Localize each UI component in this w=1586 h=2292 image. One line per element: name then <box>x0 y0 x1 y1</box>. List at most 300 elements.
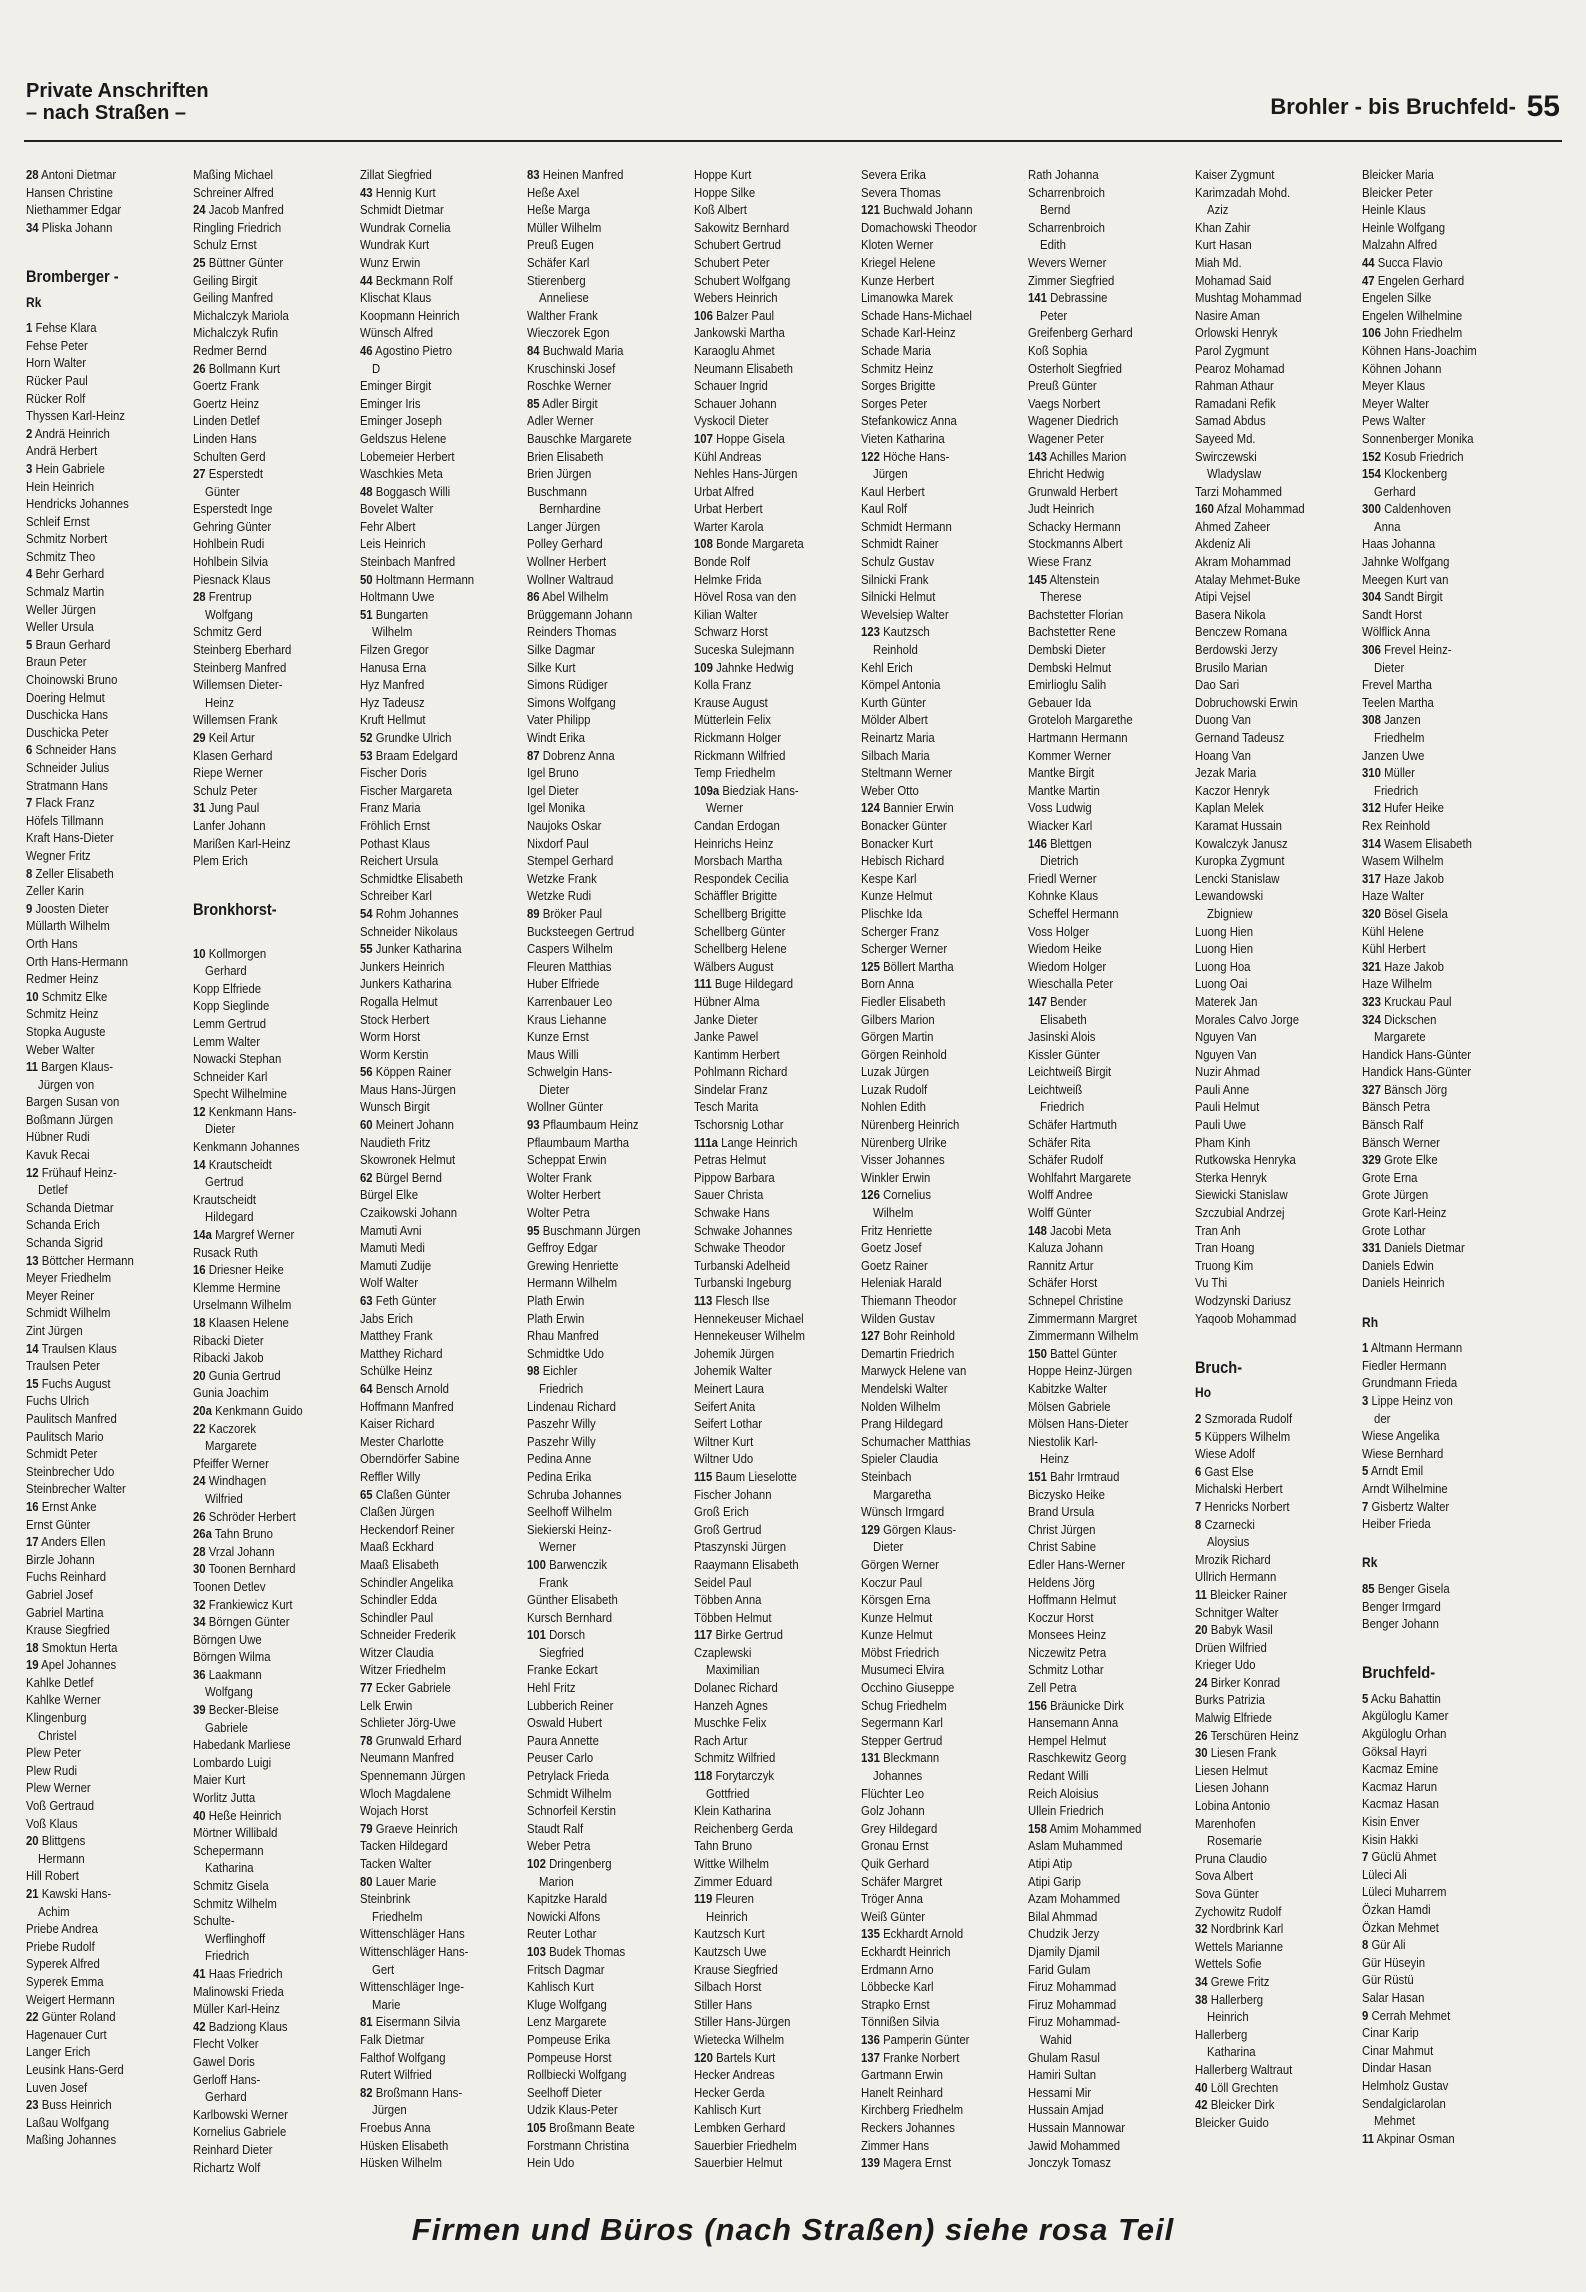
house-number: 83 <box>527 167 540 182</box>
resident-entry: Falthof Wolfgang <box>360 2049 446 2065</box>
resident-entry: Winkler Erwin <box>861 1169 931 1185</box>
resident-entry: Sendalgiclarolan <box>1362 2095 1446 2111</box>
house-number: 5 <box>1362 1690 1369 1706</box>
resident-entry: Groß Erich <box>694 1504 749 1520</box>
resident-entry: Grote Lothar <box>1362 1222 1426 1238</box>
resident-entry: 18 Klaasen Helene <box>193 1315 289 1330</box>
resident-entry: Engelen Wilhelmine <box>1362 307 1463 323</box>
resident-entry: Redmer Bernd <box>193 342 267 358</box>
entry-continuation: Jürgen <box>372 2102 407 2118</box>
resident-entry: 86 Abel Wilhelm <box>527 589 609 605</box>
entry-continuation: Friedrich <box>205 1948 250 1964</box>
resident-entry: Luong Hien <box>1195 923 1254 939</box>
house-number: 147 <box>1028 993 1047 1009</box>
resident-entry: Schulz Ernst <box>193 237 257 253</box>
resident-entry: Reich Aloisius <box>1028 1785 1099 1801</box>
resident-entry: Wünsch Alfred <box>360 325 434 341</box>
resident-entry: 12 Frühauf Heinz- <box>26 1164 117 1180</box>
resident-entry: Rogalla Helmut <box>360 993 438 1009</box>
directory-column <box>1362 166 1500 2206</box>
resident-entry: Rhau Manfred <box>527 1328 599 1344</box>
resident-entry: Köhnen Johann <box>1362 360 1442 376</box>
resident-entry: Flecht Volker <box>193 2036 259 2052</box>
house-number: 12 <box>193 1103 206 1119</box>
resident-entry: Sauerbier Friedhelm <box>694 2137 797 2153</box>
house-number: 28 <box>26 167 39 182</box>
resident-entry: Klasen Gerhard <box>193 747 273 763</box>
resident-entry: 26 Schröder Herbert <box>193 1508 296 1524</box>
resident-entry: Wettels Sofie <box>1195 1956 1262 1972</box>
house-number: 82 <box>360 2084 373 2100</box>
resident-entry: 14 Krautscheidt <box>193 1156 272 1172</box>
resident-entry: Silbach Maria <box>861 747 930 763</box>
resident-entry: Oberndörfer Sabine <box>360 1451 460 1467</box>
resident-entry: Schäfer Hartmuth <box>1028 1117 1117 1133</box>
resident-entry: Kaul Herbert <box>861 483 925 499</box>
resident-entry: Worm Horst <box>360 1029 421 1045</box>
entry-continuation: Christel <box>38 1727 77 1743</box>
resident-entry: Wevers Werner <box>1028 254 1107 270</box>
resident-entry: Chudzik Jerzy <box>1028 1926 1100 1942</box>
resident-entry: Görgen Reinhold <box>861 1046 947 1062</box>
resident-entry: Bachstetter Florian <box>1028 606 1124 622</box>
street-heading: Bromberger - <box>26 266 119 286</box>
resident-entry: Luzak Rudolf <box>861 1081 928 1097</box>
resident-entry: 106 John Friedhelm <box>1362 325 1463 341</box>
resident-entry: Tacken Walter <box>360 1856 432 1871</box>
resident-entry: 18 Smoktun Herta <box>26 1639 118 1655</box>
resident-entry: Temp Friedhelm <box>694 765 776 781</box>
resident-entry: Hein Udo <box>527 2155 575 2171</box>
resident-entry: Leichtweiß Birgit <box>1028 1064 1112 1080</box>
resident-entry: Malinowski Frieda <box>193 1983 284 1999</box>
resident-entry: Lemm Walter <box>193 1033 261 1049</box>
entry-continuation: Werner <box>539 1539 577 1555</box>
resident-entry: Wunz Erwin <box>360 254 421 270</box>
entry-continuation: Mehmet <box>1374 2113 1416 2129</box>
resident-entry: 43 Hennig Kurt <box>360 184 436 200</box>
resident-entry: Eminger Birgit <box>360 378 432 394</box>
house-number: 26 <box>193 360 206 376</box>
resident-entry: Hussain Amjad <box>1028 2102 1104 2118</box>
resident-entry: Wiacker Karl <box>1028 817 1093 833</box>
resident-entry: Fehr Albert <box>360 518 416 534</box>
resident-entry: Hendricks Johannes <box>26 496 129 512</box>
resident-entry: Linden Hans <box>193 430 257 446</box>
resident-entry: Mamuti Medi <box>360 1240 425 1256</box>
entry-continuation: Reinhold <box>873 642 918 658</box>
resident-entry: 7 Flack Franz <box>26 795 95 811</box>
resident-entry: 93 Pflaumbaum Heinz <box>527 1117 639 1133</box>
resident-entry: Schmidtke Udo <box>527 1345 604 1361</box>
house-number: 28 <box>193 589 206 605</box>
resident-entry: Eckhardt Heinrich <box>861 1943 951 1959</box>
resident-entry: Claßen Jürgen <box>360 1504 435 1520</box>
resident-entry: Aslam Muhammed <box>1028 1838 1123 1854</box>
resident-entry: 30 Liesen Frank <box>1195 1745 1277 1761</box>
resident-entry: Orth Hans <box>26 935 78 951</box>
entry-continuation: Aziz <box>1207 202 1229 218</box>
resident-entry: 151 Bahr Irmtraud <box>1028 1468 1120 1484</box>
resident-entry: 23 Buss Heinrich <box>26 2097 112 2113</box>
resident-entry: Schmitz Wilhelm <box>193 1895 277 1911</box>
resident-entry: Meyer Walter <box>1362 395 1430 411</box>
resident-entry: Scheppat Erwin <box>527 1152 607 1168</box>
resident-entry: Neumann Manfred <box>360 1750 454 1766</box>
resident-entry: Wittke Wilhelm <box>694 1856 769 1871</box>
resident-entry: Wälbers August <box>694 958 774 974</box>
resident-entry: Maier Kurt <box>193 1772 246 1788</box>
resident-entry: Kruschinski Josef <box>527 360 616 376</box>
resident-entry: Schmitz Norbert <box>26 531 108 547</box>
resident-entry: Löbbecke Karl <box>861 1979 934 1995</box>
resident-entry: Duschicka Hans <box>26 707 108 723</box>
resident-entry: Wünsch Irmgard <box>861 1504 945 1520</box>
resident-entry: Teelen Martha <box>1362 694 1434 710</box>
resident-entry: Nohlen Edith <box>861 1099 926 1115</box>
resident-entry: Wittenschläger Hans <box>360 1926 465 1942</box>
resident-entry: Engelen Silke <box>1362 290 1432 306</box>
resident-entry: Müller Wilhelm <box>527 219 602 235</box>
resident-entry: Ribacki Dieter <box>193 1332 264 1348</box>
resident-entry: Lombardo Luigi <box>193 1754 272 1770</box>
house-number: 300 <box>1362 501 1381 517</box>
resident-entry: Akram Mohammad <box>1195 554 1291 570</box>
house-number: 47 <box>1362 272 1375 288</box>
resident-entry: Basera Nikola <box>1195 606 1266 622</box>
entry-continuation: Detlef <box>38 1182 68 1198</box>
resident-entry: Klemme Hermine <box>193 1279 281 1295</box>
resident-entry: Silnicki Frank <box>861 571 929 587</box>
resident-entry: Christ Sabine <box>1028 1539 1097 1555</box>
resident-entry: Zimmer Siegfried <box>1028 272 1115 288</box>
resident-entry: Prang Hildegard <box>861 1416 943 1432</box>
entry-continuation: Heinz <box>1040 1451 1070 1467</box>
resident-entry: 28 Vrzal Johann <box>193 1543 275 1559</box>
resident-entry: Wieschalla Peter <box>1028 976 1114 992</box>
resident-entry: Huber Elfriede <box>527 976 600 992</box>
resident-entry: Luong Hoa <box>1195 958 1251 974</box>
house-number: 111a <box>694 1134 718 1150</box>
resident-entry: Schmidt Wilhelm <box>527 1785 612 1801</box>
resident-entry: Wollner Herbert <box>527 554 607 570</box>
house-number: 87 <box>527 747 540 763</box>
resident-entry: 26 Terschüren Heinz <box>1195 1727 1299 1743</box>
resident-entry: 125 Böllert Martha <box>861 958 954 974</box>
resident-entry: Schulz Gustav <box>861 554 935 570</box>
resident-entry: Akdeniz Ali <box>1195 536 1251 552</box>
resident-entry: Wloch Magdalene <box>360 1785 451 1801</box>
resident-entry: Rollbiecki Wolfgang <box>527 2067 627 2083</box>
resident-entry: Redmer Heinz <box>26 971 99 987</box>
resident-entry: 8 Gür Ali <box>1362 1937 1406 1953</box>
entry-continuation: Friedhelm <box>372 1908 423 1924</box>
resident-entry: Rücker Paul <box>26 372 88 388</box>
house-number: 24 <box>1195 1674 1208 1690</box>
section-title <box>26 80 209 124</box>
resident-entry: Witzer Claudia <box>360 1644 434 1660</box>
resident-entry: Vaegs Norbert <box>1028 395 1101 411</box>
resident-entry: Severa Erika <box>861 167 926 182</box>
resident-entry: Jawid Mohammed <box>1028 2137 1121 2153</box>
resident-entry: Geiling Birgit <box>193 272 258 288</box>
house-number: 26 <box>193 1508 206 1524</box>
resident-entry: Choinowski Bruno <box>26 672 118 688</box>
resident-entry: 323 Kruckau Paul <box>1362 993 1452 1009</box>
resident-entry: 27 Esperstedt <box>193 466 263 482</box>
resident-entry: Bürgel Elke <box>360 1187 419 1203</box>
resident-entry: Wiltner Kurt <box>694 1433 754 1449</box>
resident-entry: Schwake Johannes <box>694 1222 793 1238</box>
resident-entry: Lewandowski <box>1195 888 1264 904</box>
house-number: 85 <box>1362 1580 1375 1596</box>
resident-entry: Yaqoob Mohammad <box>1195 1310 1297 1326</box>
entry-continuation: Gerhard <box>1374 483 1416 499</box>
resident-entry: Schindler Paul <box>360 1609 434 1625</box>
resident-entry: Bovelet Walter <box>360 501 434 517</box>
resident-entry: Buschmann <box>527 483 587 499</box>
resident-entry: Samad Abdus <box>1195 413 1266 429</box>
resident-entry: Duong Van <box>1195 712 1251 728</box>
resident-entry: Paszehr Willy <box>527 1416 596 1432</box>
resident-entry: Schade Hans-Michael <box>861 307 972 323</box>
resident-entry: 308 Janzen <box>1362 712 1421 728</box>
house-number: 95 <box>527 1222 540 1238</box>
resident-entry: Igel Dieter <box>527 782 579 798</box>
resident-entry: Silke Dagmar <box>527 642 596 658</box>
resident-entry: 21 Kawski Hans- <box>26 1886 112 1901</box>
house-number: 14 <box>26 1340 39 1356</box>
house-number: 103 <box>527 1943 546 1959</box>
resident-entry: Syperek Emma <box>26 1973 104 1989</box>
resident-entry: Reichenberg Gerda <box>694 1820 793 1836</box>
resident-entry: Cinar Karip <box>1362 2025 1419 2041</box>
resident-entry: Horn Walter <box>26 355 87 371</box>
resident-entry: Hecker Andreas <box>694 2067 775 2083</box>
resident-entry: Rath Johanna <box>1028 167 1099 182</box>
resident-entry: Kowalczyk Janusz <box>1195 835 1288 851</box>
resident-entry: Sakowitz Bernhard <box>694 219 790 235</box>
resident-entry: Quik Gerhard <box>861 1856 930 1871</box>
resident-entry: 48 Boggasch Willi <box>360 483 451 499</box>
resident-entry: Riepe Werner <box>193 765 263 781</box>
resident-entry: Ehricht Hedwig <box>1028 466 1105 482</box>
house-number: 145 <box>1028 571 1047 587</box>
house-number: 6 <box>26 742 33 758</box>
house-number: 317 <box>1362 870 1381 886</box>
resident-entry: Miah Md. <box>1195 254 1242 270</box>
resident-entry: Schwake Hans <box>694 1205 770 1221</box>
resident-entry: Kunze Helmut <box>861 1609 933 1625</box>
resident-entry: Windt Erika <box>527 730 585 745</box>
resident-entry: Seifert Lothar <box>694 1416 763 1432</box>
resident-entry: Schumacher Matthias <box>861 1433 971 1449</box>
resident-entry: Meegen Kurt van <box>1362 571 1449 587</box>
house-number: 136 <box>861 2031 880 2047</box>
resident-entry: Reinartz Maria <box>861 730 935 745</box>
resident-entry: Grey Hildegard <box>861 1820 938 1836</box>
resident-entry: Schneider Frederik <box>360 1627 456 1643</box>
resident-entry: Schwake Theodor <box>694 1240 786 1256</box>
resident-entry: Schade Maria <box>861 342 931 358</box>
resident-entry: Duschicka Peter <box>26 724 109 740</box>
resident-entry: 135 Eckhardt Arnold <box>861 1926 964 1942</box>
resident-entry: Cinar Mahmut <box>1362 2042 1434 2058</box>
resident-entry: Tarzi Mohammed <box>1195 483 1282 499</box>
entry-continuation: Friedhelm <box>1374 730 1425 745</box>
resident-entry: 63 Feth Günter <box>360 1293 437 1308</box>
resident-entry: Arndt Wilhelmine <box>1362 1480 1448 1496</box>
resident-entry: 139 Magera Ernst <box>861 2155 952 2171</box>
resident-entry: Schindler Edda <box>360 1592 437 1608</box>
resident-entry: Dembski Helmut <box>1028 659 1112 675</box>
resident-entry: Sova Albert <box>1195 1868 1254 1884</box>
resident-entry: 44 Beckmann Rolf <box>360 272 453 288</box>
resident-entry: Schanda Erich <box>26 1217 100 1233</box>
resident-entry: Hartmann Hermann <box>1028 730 1128 745</box>
house-number: 63 <box>360 1293 373 1308</box>
resident-entry: Kirchberg Friedhelm <box>861 2102 964 2118</box>
resident-entry: 44 Succa Flavio <box>1362 254 1443 270</box>
resident-entry: Lubberich Reiner <box>527 1697 614 1713</box>
resident-entry: 100 Barwenczik <box>527 1556 608 1572</box>
resident-entry: Wolter Herbert <box>527 1187 601 1203</box>
resident-entry: Piesnack Klaus <box>193 571 271 587</box>
resident-entry: Sindelar Franz <box>694 1081 768 1097</box>
resident-entry: Gernand Tadeusz <box>1195 730 1285 745</box>
resident-entry: Rach Artur <box>694 1732 748 1748</box>
resident-entry: Kraft Hans-Dieter <box>26 830 114 846</box>
resident-entry: Heße Marga <box>527 202 591 218</box>
resident-entry: Born Anna <box>861 976 914 992</box>
resident-entry: Schug Friedhelm <box>861 1697 947 1713</box>
resident-entry: Dolanec Richard <box>694 1680 778 1696</box>
resident-entry: Steltmann Werner <box>861 765 953 781</box>
resident-entry: Bucksteegen Gertrud <box>527 923 635 939</box>
resident-entry: Johemik Jürgen <box>694 1345 775 1361</box>
resident-entry: Pruna Claudio <box>1195 1850 1267 1866</box>
resident-entry: Daniels Edwin <box>1362 1257 1434 1273</box>
resident-entry: 11 Bleicker Rainer <box>1195 1586 1288 1602</box>
resident-entry: Maus Willi <box>527 1046 579 1062</box>
resident-entry: Morsbach Martha <box>694 853 783 869</box>
house-number: 34 <box>193 1614 206 1630</box>
resident-entry: Kurth Günter <box>861 694 926 710</box>
resident-entry: Schnorfeil Kerstin <box>527 1803 616 1819</box>
resident-entry: Wieczorek Egon <box>527 325 610 341</box>
resident-entry: Emirlioglu Salih <box>1028 677 1107 693</box>
resident-entry: Karaoglu Ahmet <box>694 342 775 358</box>
resident-entry: Czaikowski Johann <box>360 1205 458 1221</box>
resident-entry: Kautzsch Uwe <box>694 1943 767 1959</box>
resident-entry: Pauli Helmut <box>1195 1099 1260 1115</box>
resident-entry: Voss Holger <box>1028 923 1090 939</box>
entry-continuation: D <box>372 360 381 376</box>
house-number: 121 <box>861 202 880 218</box>
house-number: 62 <box>360 1169 373 1185</box>
resident-entry: 34 Börngen Günter <box>193 1614 290 1630</box>
resident-entry: Haze Wilhelm <box>1362 976 1432 992</box>
resident-entry: 12 Kenkmann Hans- <box>193 1103 297 1119</box>
resident-entry: Heße Axel <box>527 184 580 200</box>
resident-entry: Meinert Laura <box>694 1380 764 1396</box>
resident-entry: Kaiser Zygmunt <box>1195 167 1275 182</box>
resident-entry: Mantke Martin <box>1028 782 1100 798</box>
resident-entry: Specht Wilhelmine <box>193 1086 287 1102</box>
resident-entry: Daniels Heinrich <box>1362 1275 1445 1291</box>
resident-entry: 95 Buschmann Jürgen <box>527 1222 641 1238</box>
resident-entry: Pauli Uwe <box>1195 1117 1247 1133</box>
house-number: 20 <box>26 1833 39 1849</box>
resident-entry: Thiemann Theodor <box>861 1293 957 1308</box>
resident-entry: Handick Hans-Günter <box>1362 1064 1472 1080</box>
resident-entry: Jonczyk Tomasz <box>1028 2155 1111 2171</box>
house-number: 109 <box>694 659 713 675</box>
resident-entry: Gunia Joachim <box>193 1385 269 1401</box>
resident-entry: Lüleci Muharrem <box>1362 1884 1447 1900</box>
resident-entry: Grote Erna <box>1362 1169 1418 1185</box>
resident-entry: Kluge Wolfgang <box>527 1996 607 2012</box>
resident-entry: 8 Zeller Elisabeth <box>26 865 114 881</box>
resident-entry: Doering Helmut <box>26 689 105 705</box>
resident-entry: Voß Gertraud <box>26 1798 95 1814</box>
house-number: 28 <box>193 1543 206 1559</box>
entry-continuation: Margarete <box>1374 1029 1426 1045</box>
resident-entry: Koopmann Heinrich <box>360 307 460 323</box>
resident-entry: Reuter Lothar <box>527 1926 597 1942</box>
resident-entry: Kaiser Richard <box>360 1416 435 1432</box>
resident-entry: Langer Jürgen <box>527 518 601 534</box>
resident-entry: Hoppe Heinz-Jürgen <box>1028 1363 1133 1379</box>
resident-entry: 77 Ecker Gabriele <box>360 1680 451 1696</box>
resident-entry: Esperstedt Inge <box>193 501 273 517</box>
house-number: 320 <box>1362 905 1381 921</box>
house-number: 1 <box>26 320 33 336</box>
resident-entry: Hallerberg <box>1195 2026 1248 2042</box>
house-number: 115 <box>694 1468 713 1484</box>
resident-entry: Meyer Klaus <box>1362 378 1426 394</box>
resident-entry: Nguyen Van <box>1195 1046 1257 1062</box>
resident-entry: Nürenberg Ulrike <box>861 1134 947 1150</box>
district-code: Rk <box>1362 1554 1378 1571</box>
resident-entry: 79 Graeve Heinrich <box>360 1820 458 1836</box>
resident-entry: Mantke Birgit <box>1028 765 1095 781</box>
resident-entry: Maßing Michael <box>193 167 274 182</box>
resident-entry: Gabriel Josef <box>26 1586 93 1602</box>
house-number: 81 <box>360 2014 373 2030</box>
resident-entry: Kunze Herbert <box>861 272 935 288</box>
resident-entry: Kursch Bernhard <box>527 1609 613 1625</box>
resident-entry: Schmitz Theo <box>26 548 96 564</box>
resident-entry: 20 Babyk Wasil <box>1195 1622 1273 1638</box>
resident-entry: Kornelius Gabriele <box>193 2124 287 2140</box>
resident-entry: Occhino Giuseppe <box>861 1680 955 1696</box>
directory-column <box>26 166 164 2206</box>
resident-entry: Schneider Nikolaus <box>360 923 458 939</box>
house-number: 30 <box>1195 1745 1208 1761</box>
house-number: 53 <box>360 747 373 763</box>
page-range: Brohler - bis Bruchfeld- <box>1270 94 1516 119</box>
resident-entry: Walther Frank <box>527 307 598 323</box>
resident-entry: Scherger Werner <box>861 941 948 957</box>
resident-entry: Priebe Rudolf <box>26 1938 95 1954</box>
resident-entry: Janke Pawel <box>694 1029 759 1045</box>
house-number: 119 <box>694 1891 713 1907</box>
resident-entry: Janke Dieter <box>694 1011 758 1027</box>
resident-entry: 152 Kosub Friedrich <box>1362 448 1464 464</box>
resident-entry: 98 Eichler <box>527 1363 578 1379</box>
resident-entry: Wiese Franz <box>1028 554 1092 570</box>
